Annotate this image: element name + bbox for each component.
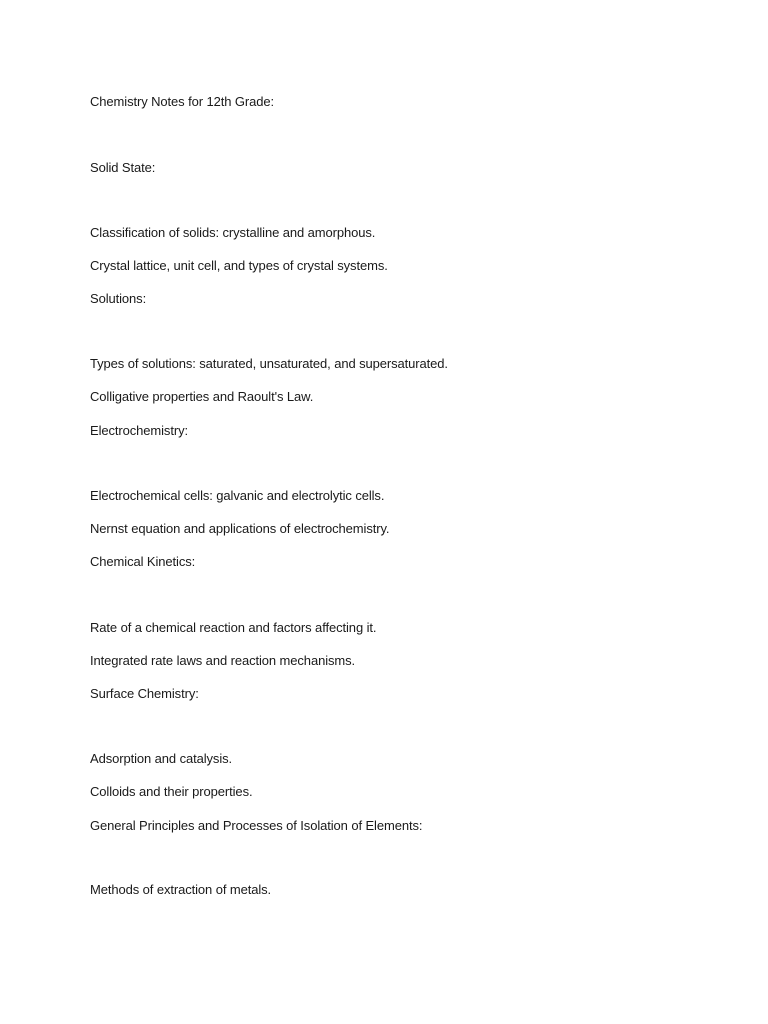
section-heading-solid-state: Solid State:	[90, 160, 156, 175]
text-line: Integrated rate laws and reaction mechanisms.	[90, 653, 356, 668]
text-line: Types of solutions: saturated, unsaturated, and supersaturated.	[90, 356, 448, 371]
section-heading-solutions: Solutions:	[90, 291, 147, 306]
section-heading-chemical-kinetics: Chemical Kinetics:	[90, 554, 196, 569]
text-line: Electrochemical cells: galvanic and electrolytic cells.	[90, 488, 385, 503]
text-line: Nernst equation and applications of electrochemistry.	[90, 521, 390, 536]
document-title: Chemistry Notes for 12th Grade:	[90, 94, 275, 109]
section-heading-isolation-of-elements: General Principles and Processes of Isolation of Elements:	[90, 818, 423, 833]
text-line: Crystal lattice, unit cell, and types of crystal systems.	[90, 258, 388, 273]
text-line: Colligative properties and Raoult's Law.	[90, 389, 314, 404]
text-line: Methods of extraction of metals.	[90, 882, 272, 897]
text-line: Classification of solids: crystalline and amorphous.	[90, 225, 376, 240]
text-line: Adsorption and catalysis.	[90, 751, 233, 766]
section-heading-electrochemistry: Electrochemistry:	[90, 423, 188, 438]
section-heading-surface-chemistry: Surface Chemistry:	[90, 686, 199, 701]
text-line: Colloids and their properties.	[90, 784, 253, 799]
text-line: Rate of a chemical reaction and factors affecting it.	[90, 620, 377, 635]
